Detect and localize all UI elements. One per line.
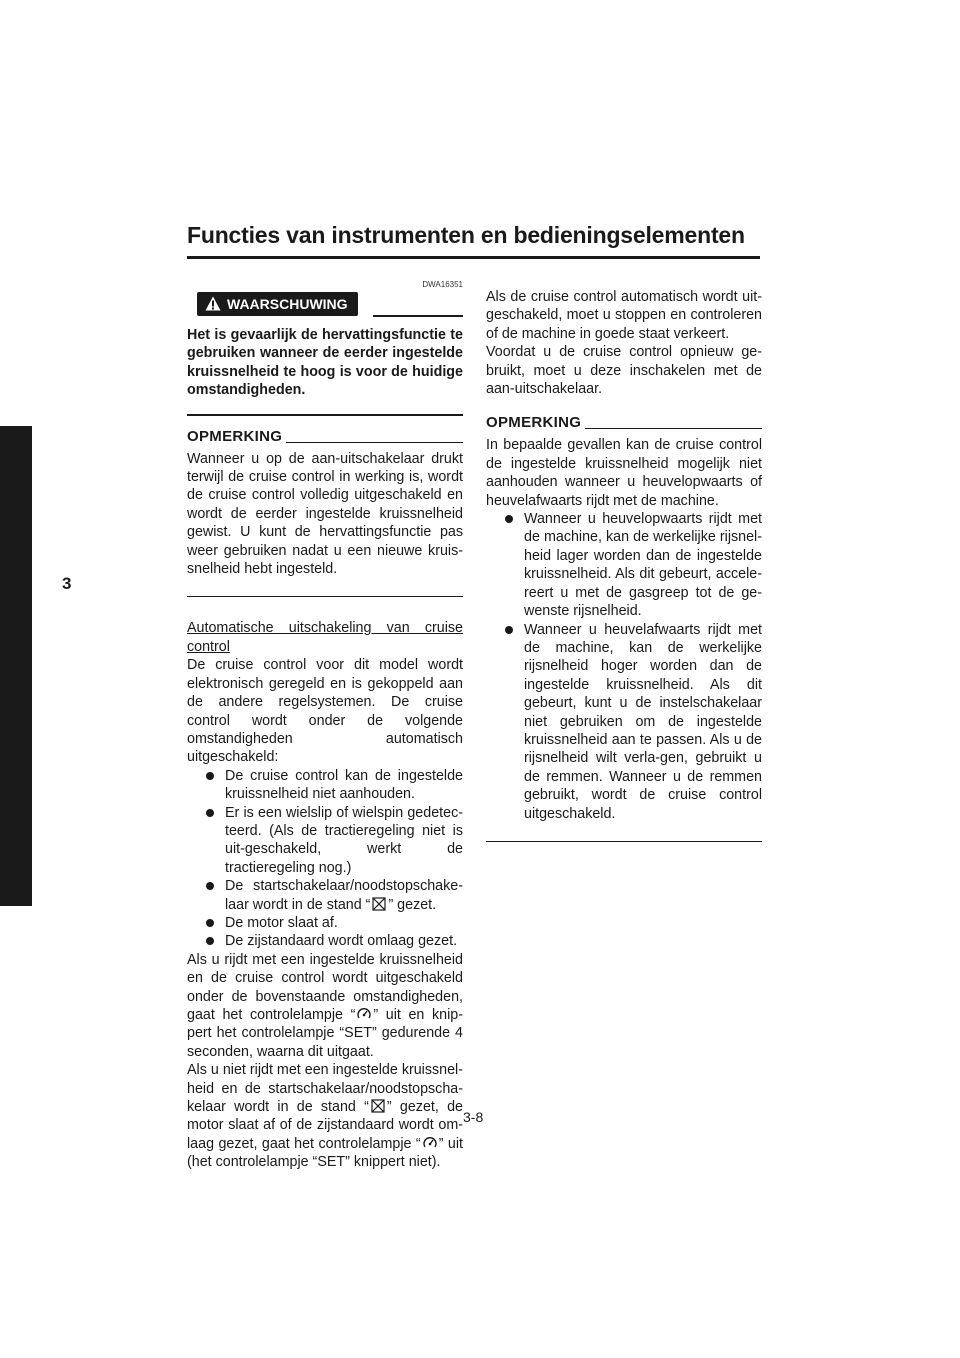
left-column bbox=[187, 280, 463, 1172]
warning-end-rule bbox=[187, 414, 463, 416]
section-intro: De cruise control voor dit model wordt elektronisch geregeld en is gekoppeld aan de andere regelsystemen. De cruise control wordt onder de volgende omstandigheden automatisch uitgeschakeld: bbox=[187, 657, 463, 766]
engine-stop-icon bbox=[370, 1099, 386, 1113]
page-title: Functies van instrumenten en bedieningselementen bbox=[187, 222, 745, 248]
note-list bbox=[486, 510, 762, 823]
warning-code: DWA16351 bbox=[422, 280, 463, 289]
paragraph-text: ” gezet, de motor slaat af of de zijstandaard wordt om-laag gezet, gaat het controlelampje “ bbox=[187, 1099, 463, 1152]
section-heading-cont: control bbox=[187, 638, 230, 655]
list-item: Wanneer u heuvelafwaarts rijdt met de machine, kan de werkelijke rijsnelheid hoger worden dan de ingestelde kruissnelheid. Als dit gebeurt, kunt u de instelschakelaar niet gebruiken om de ingestelde kruissnelheid aan te passen. Als u de rijsnelheid wilt verla-gen, gebruikt u de remmen. Wanneer u de remmen gebruikt, wordt de cruise control uitgeschakeld. bbox=[486, 621, 762, 823]
page-number: 3-8 bbox=[463, 1109, 484, 1125]
note-header bbox=[486, 414, 762, 436]
list-item bbox=[187, 877, 463, 914]
paragraph bbox=[187, 1061, 463, 1171]
note-label: OPMERKING bbox=[486, 414, 585, 431]
engine-stop-icon bbox=[371, 897, 387, 911]
cruise-control-icon bbox=[422, 1136, 438, 1150]
paragraph-text: ” uit en knip-pert het controlelampje “SET” gedurende 4 seconden, waarna dit uitgaat. bbox=[187, 1007, 463, 1060]
section-heading: Automatische uitschakeling van cruise bbox=[187, 620, 463, 637]
paragraph: Als de cruise control automatisch wordt uit-geschakeld, moet u stoppen en controleren of de machine in goede staat verkeert. bbox=[486, 289, 762, 342]
condition-list bbox=[187, 767, 463, 951]
note-text: Wanneer u op de aan-uitschakelaar drukt terwijl de cruise control in werking is, wordt de cruise control volledig uitgeschakeld en wordt de eerder ingestelde kruissnelheid gewist. U kunt de hervattingsfunctie pas weer gebruiken nadat u een nieuwe kruis-snelheid hebt ingesteld. bbox=[187, 450, 463, 578]
list-item: De cruise control kan de ingestelde kruissnelheid niet aanhouden. bbox=[187, 767, 463, 804]
warning-header bbox=[187, 292, 463, 318]
warning-badge bbox=[197, 292, 358, 316]
warning-triangle-icon bbox=[205, 296, 221, 311]
paragraph-text: Als u rijdt met een ingestelde kruissnelheid en de cruise control wordt uitgeschakeld onder de bovenstaande omstandigheden, gaat het controlelampje “ bbox=[187, 951, 463, 1023]
list-item: De motor slaat af. bbox=[187, 914, 463, 932]
chapter-number: 3 bbox=[62, 574, 72, 593]
warning-text: Het is gevaarlijk de hervattingsfunctie te gebruiken wanneer de eerder ingestelde kruissnelheid te hoog is voor de huidige omstandigheden. bbox=[187, 327, 463, 399]
list-item-text: ” gezet. bbox=[388, 896, 437, 913]
note-label: OPMERKING bbox=[187, 428, 286, 445]
list-item: Wanneer u heuvelopwaarts rijdt met de machine, kan de werkelijke rijsnel-heid lager worden dan de ingestelde kruissnelheid. Als dit gebeurt, accele-reert u met de gasgreep tot de ge-wenste rijsnelheid. bbox=[486, 510, 762, 620]
list-item-text: De startschakelaar/noodstopschake-laar wordt in de stand “ bbox=[225, 878, 463, 913]
right-column bbox=[486, 288, 762, 842]
list-item: Er is een wielslip of wielspin gedetec-teerd. (Als de tractieregeling niet is uit-geschakeld, werkt de tractieregeling nog.) bbox=[187, 804, 463, 878]
note-end-rule bbox=[486, 841, 762, 842]
chapter-tab bbox=[0, 426, 32, 906]
paragraph bbox=[187, 951, 463, 1061]
warning-rule bbox=[373, 315, 463, 317]
note-end-rule bbox=[187, 596, 463, 597]
warning-label: WAARSCHUWING bbox=[227, 296, 348, 312]
paragraph: Voordat u de cruise control opnieuw ge-bruikt, moet u deze inschakelen met de aan-uitschakelaar. bbox=[486, 344, 762, 398]
title-rule bbox=[187, 256, 760, 259]
note-text: In bepaalde gevallen kan de cruise control de ingestelde kruissnelheid mogelijk niet aanhouden wanneer u heuvelopwaarts of heuvelafwaarts rijdt met de machine. bbox=[486, 437, 762, 509]
cruise-control-icon bbox=[356, 1007, 372, 1021]
note-header bbox=[187, 428, 463, 450]
paragraph-text: Als u niet rijdt met een ingestelde kruissnel-heid en de startschakelaar/noodstopscha-kelaar wordt in de stand “ bbox=[187, 1062, 463, 1116]
list-item: De zijstandaard wordt omlaag gezet. bbox=[187, 932, 463, 950]
paragraph-text: ” uit (het controlelampje “SET” knippert niet). bbox=[187, 1135, 463, 1171]
